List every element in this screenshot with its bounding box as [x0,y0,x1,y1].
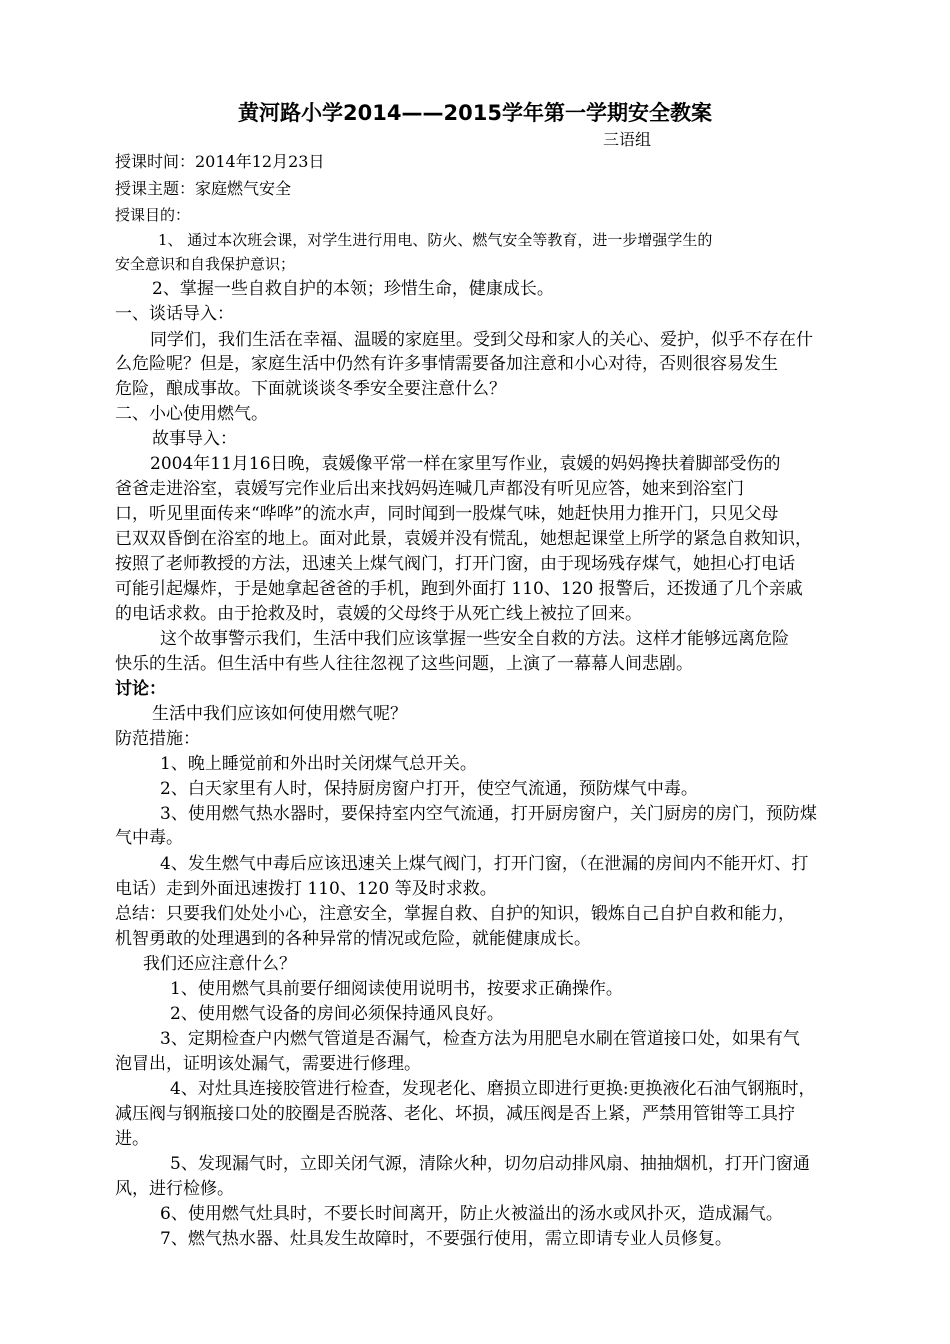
moral-line1: 这个故事警示我们，生活中我们应该掌握一些安全自救的方法。这样才能够远离危险 [160,629,789,649]
notice-item4-line1: 4、对灶具连接胶管进行检查，发现老化、磨损立即进行更换:更换液化石油气钢瓶时， [170,1079,816,1099]
goal1-line1: 1、 通过本次班会课，对学生进行用电、防火、燃气安全等教育，进一步增强学生的 [158,231,713,249]
goal-heading: 授课目的： [115,206,191,224]
story-line4: 已双双昏倒在浴室的地上。面对此景，袁媛并没有慌乱，她想起课堂上所学的紧急自救知识， [115,529,812,549]
notice-heading: 我们还应注意什么？ [143,954,296,974]
prevent-item2: 2、白天家里有人时，保持厨房窗户打开，使空气流通，预防煤气中毒。 [160,779,698,799]
goal1-line2: 安全意识和自我保护意识； [115,255,296,273]
story-line7: 的电话求救。由于抢救及时，袁媛的父母终于从死亡线上被拉了回来。 [115,604,642,624]
prevent-item1: 1、晚上睡觉前和外出时关闭煤气总开关。 [160,754,477,774]
prevent-item3-line1: 3、使用燃气热水器时，要保持室内空气流通，打开厨房窗户，关门厨房的房门，预防煤 [160,804,817,824]
section1-para-line3: 危险，酿成事故。下面就谈谈冬季安全要注意什么？ [115,379,506,399]
notice-item5-line2: 风，进行检修。 [115,1179,234,1199]
topic-line: 授课主题：家庭燃气安全 [115,179,292,198]
story-heading: 故事导入： [152,429,237,449]
prevent-item3-line2: 气中毒。 [115,828,183,848]
notice-item4-line2: 减压阀与钢瓶接口处的胶圈是否脱落、老化、坏损，减压阀是否上紧，严禁用管钳等工具拧 [115,1104,795,1124]
story-line2: 爸爸走进浴室，袁媛写完作业后出来找妈妈连喊几声都没有听见应答，她来到浴室门 [115,479,744,499]
notice-item7: 7、燃气热水器、灶具发生故障时，不要强行使用，需立即请专业人员修复。 [160,1229,732,1249]
prevent-item4-line2: 电话）走到外面迅速拨打 110、120 等及时求救。 [115,879,497,899]
notice-item6: 6、使用燃气灶具时，不要长时间离开，防止火被溢出的汤水或风扑灭，造成漏气。 [160,1204,783,1224]
section1-para-line2: 么危险呢？但是，家庭生活中仍然有许多事情需要备加注意和小心对待，否则很容易发生 [115,354,778,374]
notice-item1: 1、使用燃气具前要仔细阅读使用说明书，按要求正确操作。 [170,979,623,999]
notice-item3-line2: 泡冒出，证明该处漏气，需要进行修理。 [115,1054,421,1074]
story-line3: 口，听见里面传来“哗哗”的流水声，同时闻到一股煤气味，她赶快用力推开门，只见父母 [115,504,779,524]
prevent-heading: 防范措施： [115,729,200,749]
discuss-heading: 讨论： [115,679,166,699]
date-line: 授课时间：2014年12月23日 [115,152,325,171]
document-title: 黄河路小学2014——2015学年第一学期安全教案 [238,101,712,125]
author-group: 三语组 [603,130,652,149]
notice-item5-line1: 5、发现漏气时，立即关闭气源，清除火种，切勿启动排风扇、抽抽烟机，打开门窗通 [170,1154,810,1174]
moral-line2: 快乐的生活。但生活中有些人往往忽视了这些问题，上演了一幕幕人间悲剧。 [115,654,693,674]
summary-line2: 机智勇敢的处理遇到的各种异常的情况或危险，就能健康成长。 [115,929,591,949]
section1-para-line1: 同学们，我们生活在幸福、温暖的家庭里。受到父母和家人的关心、爱护，似乎不存在什 [150,330,813,350]
goal2: 2、掌握一些自救自护的本领；珍惜生命，健康成长。 [152,279,554,299]
discuss-question: 生活中我们应该如何使用燃气呢？ [152,704,407,724]
summary-line1: 总结：只要我们处处小心，注意安全，掌握自救、自护的知识，锻炼自己自护自救和能力， [115,904,795,924]
prevent-item4-line1: 4、发生燃气中毒后应该迅速关上煤气阀门，打开门窗，（在泄漏的房间内不能开灯、打 [160,854,809,874]
story-line6: 可能引起爆炸，于是她拿起爸爸的手机，跑到外面打 110、120 报警后，还拨通了几个亲戚 [115,579,803,599]
section2-heading: 二、小心使用燃气。 [115,404,268,424]
story-line1: 2004年11月16日晚，袁媛像平常一样在家里写作业，袁媛的妈妈搀扶着脚部受伤的 [150,454,781,474]
notice-item4-line3: 进。 [115,1129,149,1149]
section1-heading: 一、谈话导入： [115,304,234,324]
story-line5: 按照了老师教授的方法，迅速关上煤气阀门，打开门窗，由于现场残存煤气，她担心打电话 [115,554,795,574]
notice-item2: 2、使用燃气设备的房间必须保持通风良好。 [170,1004,504,1024]
notice-item3-line1: 3、定期检查户内燃气管道是否漏气，检查方法为用肥皂水刷在管道接口处，如果有气 [160,1029,800,1049]
